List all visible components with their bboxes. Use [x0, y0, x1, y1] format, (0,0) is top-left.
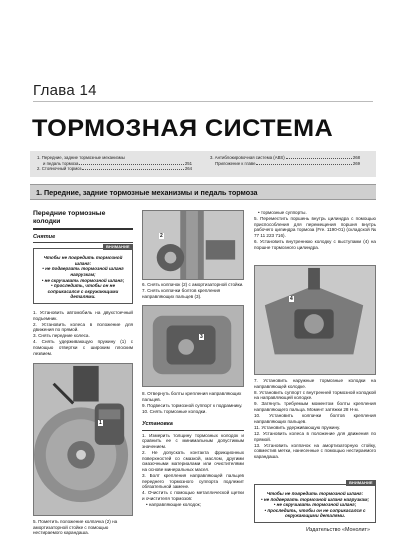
right-column-bottom-text: 7. Установить наружные тормозные колодки на направляющей колодке. 8. Установить суппорт с внутренней тормозной колодкой на направляющей колодке. 9. Затянуть требуемым моментом болты крепления направляющего пальца. Момент затяжки 28 Н·м. 10. Установить колпачки болтов крепления направляющих пальцев. 11. Установить удерживающую пружину. 12. Установить колеса в положение для движения по прямой. 13. Установить колпачок на амортизаторную стойку, совместив метки, нанесенные с помощью нестираемого карандаша. — [254, 378, 376, 459]
warning-line: • не скручивать тормозной шланг; — [41, 277, 125, 283]
warning-box-right — [254, 481, 376, 523]
figure-callout: 3 — [200, 334, 203, 340]
warning-line: Чтобы не повредить тормозной шланг: — [266, 491, 364, 496]
section-heading-bar — [30, 184, 376, 200]
brake-caliper-photo — [33, 363, 133, 516]
step-5-caption: 5. Пометить положение колпачка (2) на амортизаторной стойке с помощью нестираемого карандаша. — [33, 519, 118, 536]
step-text: 4. Снять удерживающую пружину (1) с помощью отвертки с широким плоским лезвием. — [33, 339, 133, 356]
section-heading: 1. Передние, задние тормозные механизмы и педаль тормоза — [36, 188, 258, 197]
removal-steps — [33, 310, 133, 356]
installation-section — [142, 422, 244, 508]
publisher-footer: Издательство «Монолит» — [306, 527, 370, 533]
warning-box — [33, 245, 133, 304]
subsection-heading: Передние тормозные колодки — [33, 210, 106, 225]
toc-entry[interactable]: 2. Стояночный тормоз 264 — [37, 166, 192, 172]
figure-callout: 2 — [160, 233, 163, 239]
chapter-title: ТОРМОЗНАЯ СИСТЕМА — [32, 115, 334, 142]
chapter-divider — [33, 101, 373, 102]
shock-absorber-illustration — [143, 211, 243, 279]
step-text: 3. Снять передние колеса. — [33, 333, 90, 339]
step-text: 1. Установить автомобиль на двухстоечный подъемник. — [33, 310, 133, 321]
steps-6-7-caption: 6. Снять колпачок (2) с амортизаторной стойки. 7. Снять колпачки болтов крепления направляющих пальцев (3). — [142, 282, 244, 299]
left-column — [33, 210, 133, 356]
chapter-label: Глава 14 — [33, 82, 97, 99]
guide-pin-photo — [142, 305, 244, 387]
installation-steps: 1. Измерить толщину тормозных колодок и сравнить ее с минимальным допустимым значением. 2. Не допускать контакта фрикционных поверхностей со смазкой, маслом, другими смазочными материалами или очистителями на основе минеральных масел. 3. Болт крепления направляющей пальцев переднего тормозного суппорта подлежит обязательной замене. 4. Очистить с помощью металлической щетки и очистителя тормозов: • направляющие колодок; — [142, 432, 244, 508]
toc-entry[interactable]: Приложение к главе 269 — [215, 160, 360, 166]
piston-tool-photo — [254, 265, 376, 375]
shock-absorber-photo — [142, 210, 244, 280]
toc-column-1 — [37, 155, 192, 172]
figure-callout: 1 — [99, 420, 102, 426]
toc-entry[interactable]: 3. Антиблокировочная система (ABS) 268 — [210, 155, 360, 160]
warning-line: • проследить, чтобы он не соприкасался с окружающими деталями. — [47, 283, 119, 300]
piston-tool-illustration — [255, 266, 375, 374]
step-text: 2. Установить колеса в положение для движения по прямой. — [33, 321, 133, 333]
table-of-contents — [30, 151, 376, 177]
warning-line: • проследить, чтобы он не соприкасался с окружающими деталями. — [264, 507, 366, 519]
brake-caliper-illustration — [34, 364, 132, 515]
divider — [142, 430, 244, 431]
warning-tab: ВНИМАНИЕ — [103, 244, 133, 250]
installation-heading: Установка — [142, 421, 173, 427]
warning-line: • не подвергать тормозной шланг нагрузкам; — [42, 266, 124, 278]
warning-line: Чтобы не повредить тормозной шланг: — [43, 255, 123, 266]
warning-tab: ВНИМАНИЕ — [346, 480, 376, 486]
toc-entry-continued[interactable]: и педаль тормоза 251 — [43, 160, 192, 166]
steps-8-10-caption: 8. Отвернуть болты крепления направляющих пальцев. 9. Подвесить тормозной суппорт к подрамнику. 10. Снять тормозные колодки. — [142, 391, 243, 414]
toc-column-2 — [210, 155, 360, 166]
divider — [33, 242, 133, 243]
removal-heading: Снятие — [33, 233, 56, 240]
guide-pin-illustration — [143, 306, 243, 386]
warning-line: • не подвергать тормозной шланг нагрузкам; — [260, 496, 370, 502]
figure-callout: 4 — [290, 296, 293, 302]
right-column-top-text: • тормозные суппорты. 5. Переместить поршень внутрь цилиндра с помощью приспособления для перемещения поршня внутрь рабочего цилиндра тормоза (Fre. 1190-01) (складской № 77 11 223 716). 6. Установить внутреннюю колодку с выступами (4) на поршне тормозного цилиндра. — [254, 210, 376, 250]
warning-line: • не скручивать тормозной шланг; — [273, 502, 357, 508]
toc-entry[interactable]: 1. Передние, задние тормозные механизмы — [37, 155, 125, 160]
heading-underline — [33, 228, 133, 230]
